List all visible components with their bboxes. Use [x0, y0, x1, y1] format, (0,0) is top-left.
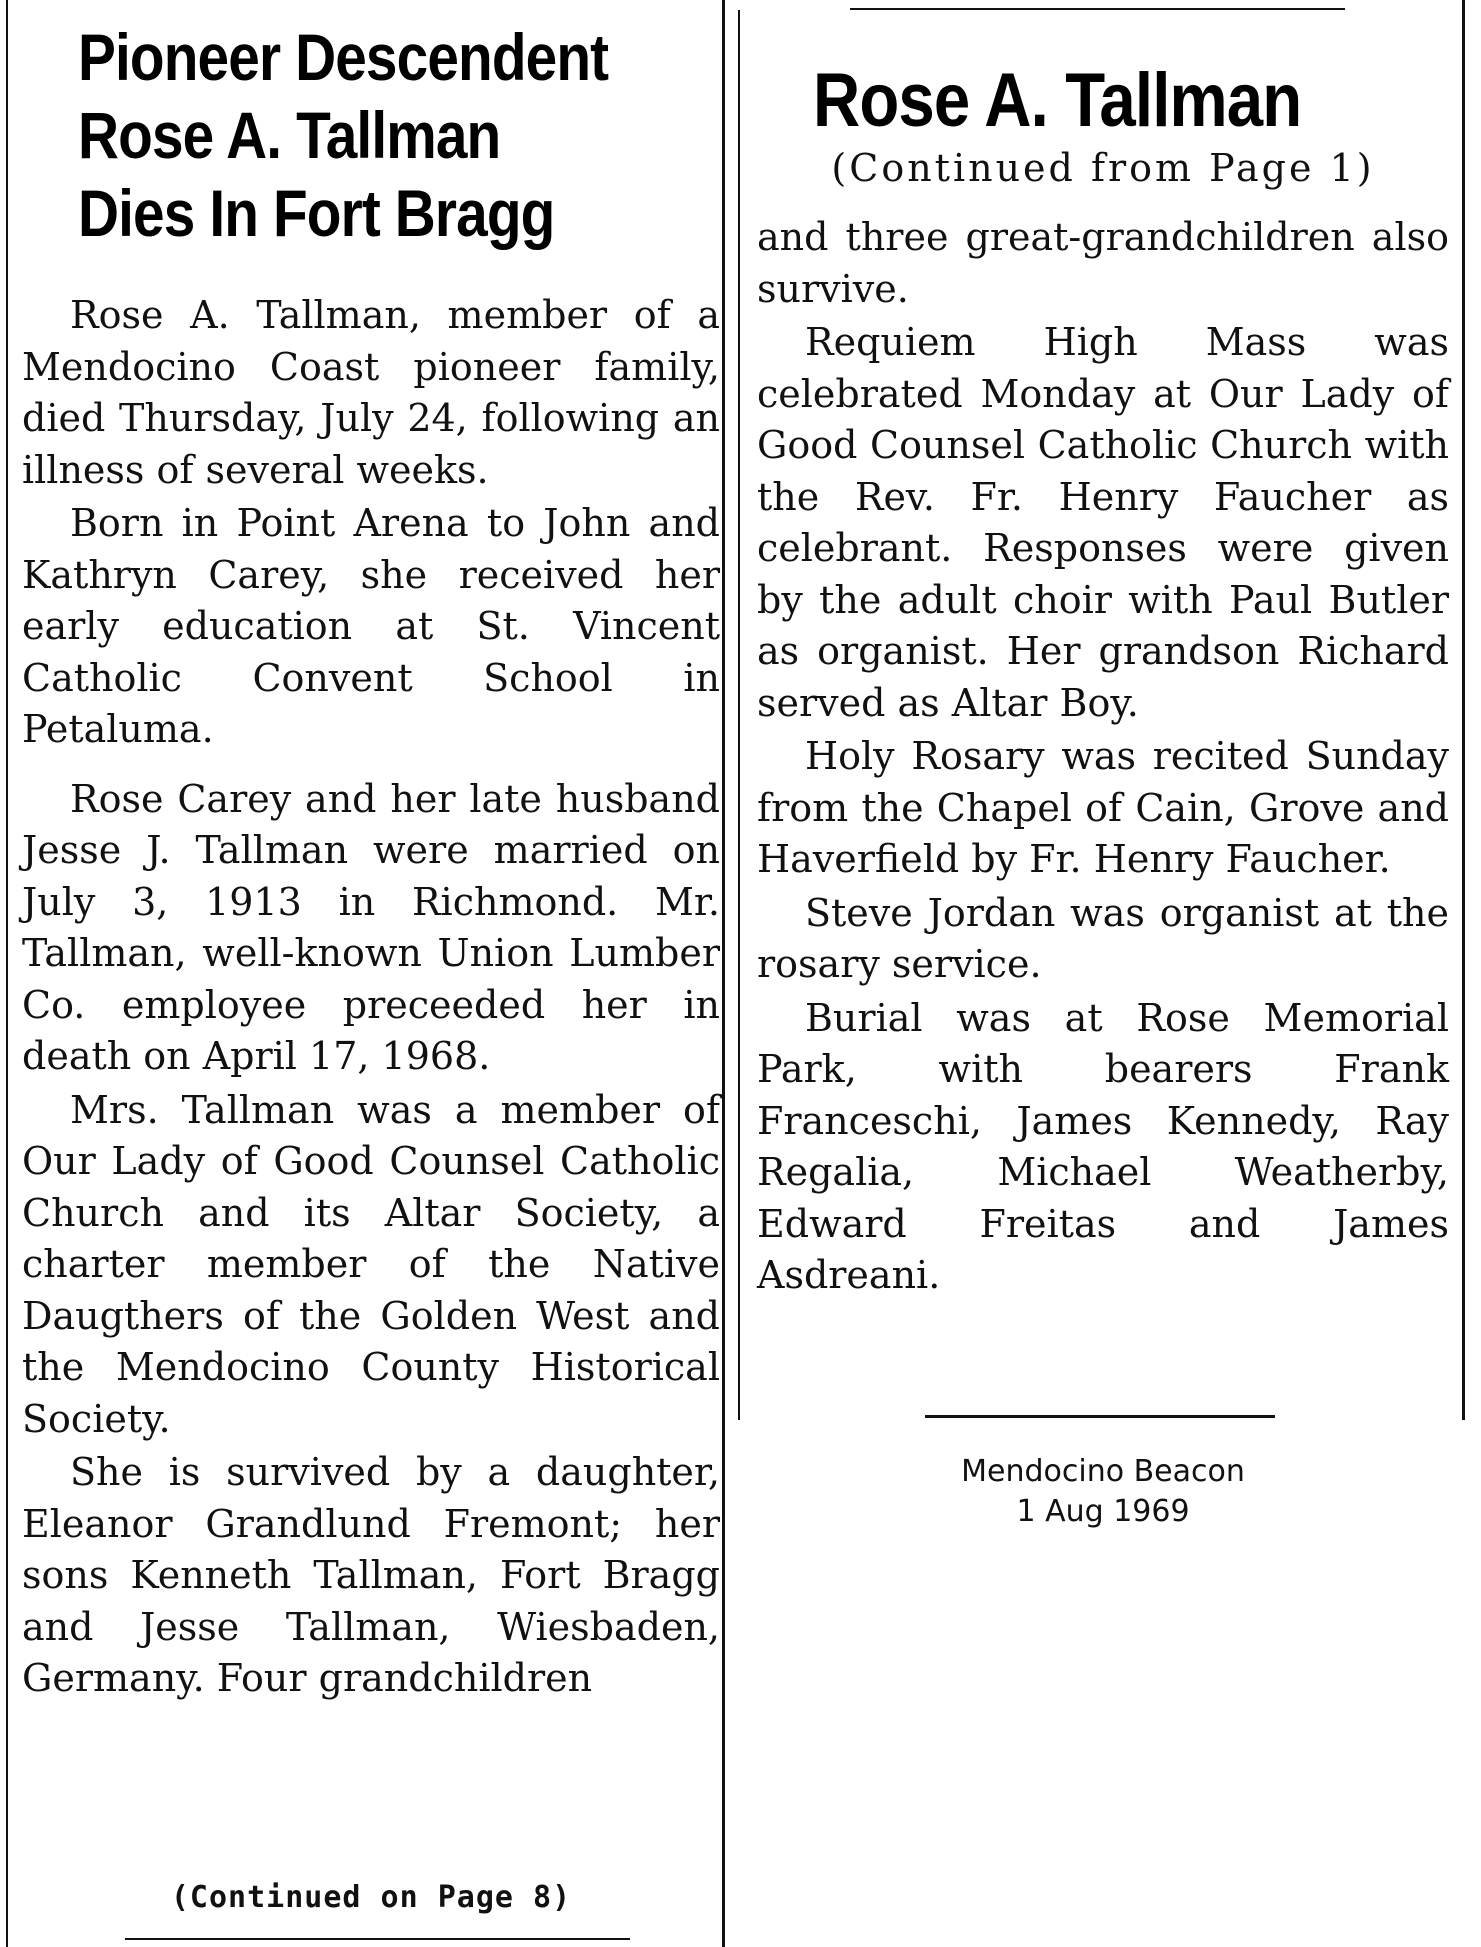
- bottom-rule: [125, 1938, 630, 1940]
- right-article-body: [757, 212, 1449, 1302]
- headline-line-3: Dies In Fort Bragg: [78, 176, 555, 250]
- headline-line-2: Rose A. Tallman: [78, 98, 501, 172]
- paragraph: and three great-grandchildren also survive.: [757, 215, 1449, 311]
- source-credit: [757, 1452, 1449, 1532]
- paragraph: Rose A. Tallman, member of a Mendocino Coast pioneer family, died Thursday, July 24, following an illness of several weeks.: [22, 293, 720, 492]
- continued-on-note: (Continued on Page 8): [170, 1880, 572, 1915]
- right-border-rule: [1462, 0, 1465, 1420]
- headline-line-1: Pioneer Descendent: [78, 20, 609, 94]
- left-headline: [78, 18, 608, 252]
- left-article-body: [22, 290, 720, 1705]
- publication-date: 1 Aug 1969: [1016, 1494, 1190, 1529]
- column-divider-rule: [722, 0, 725, 1947]
- paragraph: Born in Point Arena to John and Kathryn Carey, she received her early education at St. Vincent Catholic Convent School in Petaluma.: [22, 501, 720, 751]
- publication-name: Mendocino Beacon: [961, 1454, 1245, 1489]
- end-rule: [925, 1415, 1275, 1418]
- paragraph: She is survived by a daughter, Eleanor Grandlund Fremont; her sons Kenneth Tallman, Fort Bragg and Jesse Tallman, Wiesbaden, Germany. Four grandchildren: [22, 1450, 720, 1700]
- paragraph: Requiem High Mass was celebrated Monday at Our Lady of Good Counsel Catholic Church with the Rev. Fr. Henry Faucher as celebrant. Responses were given by the adult choir with Paul Butler as organist. Her grandson Richard served as Altar Boy.: [757, 320, 1449, 725]
- right-headline: Rose A. Tallman: [813, 58, 1302, 143]
- column-divider-rule-2: [738, 10, 740, 1420]
- paragraph: Burial was at Rose Memorial Park, with bearers Frank Franceschi, James Kennedy, Ray Regalia, Michael Weatherby, Edward Freitas and James Asdreani.: [757, 995, 1449, 1297]
- left-border-rule: [6, 0, 8, 1947]
- paragraph: Holy Rosary was recited Sunday from the Chapel of Cain, Grove and Haverfield by Fr. Henry Faucher.: [757, 734, 1449, 881]
- paragraph: Steve Jordan was organist at the rosary service.: [757, 890, 1449, 986]
- top-rule: [850, 8, 1345, 10]
- paragraph: Rose Carey and her late husband Jesse J. Tallman were married on July 3, 1913 in Richmond. Mr. Tallman, well-known Union Lumber Co. employee preceeded her in death on April 17, 1968.: [22, 776, 720, 1078]
- paragraph: Mrs. Tallman was a member of Our Lady of Good Counsel Catholic Church and its Altar Society, a charter member of the Native Daugthers of the Golden West and the Mendocino County Historical Society.: [22, 1087, 720, 1441]
- continued-from-note: (Continued from Page 1): [831, 146, 1375, 190]
